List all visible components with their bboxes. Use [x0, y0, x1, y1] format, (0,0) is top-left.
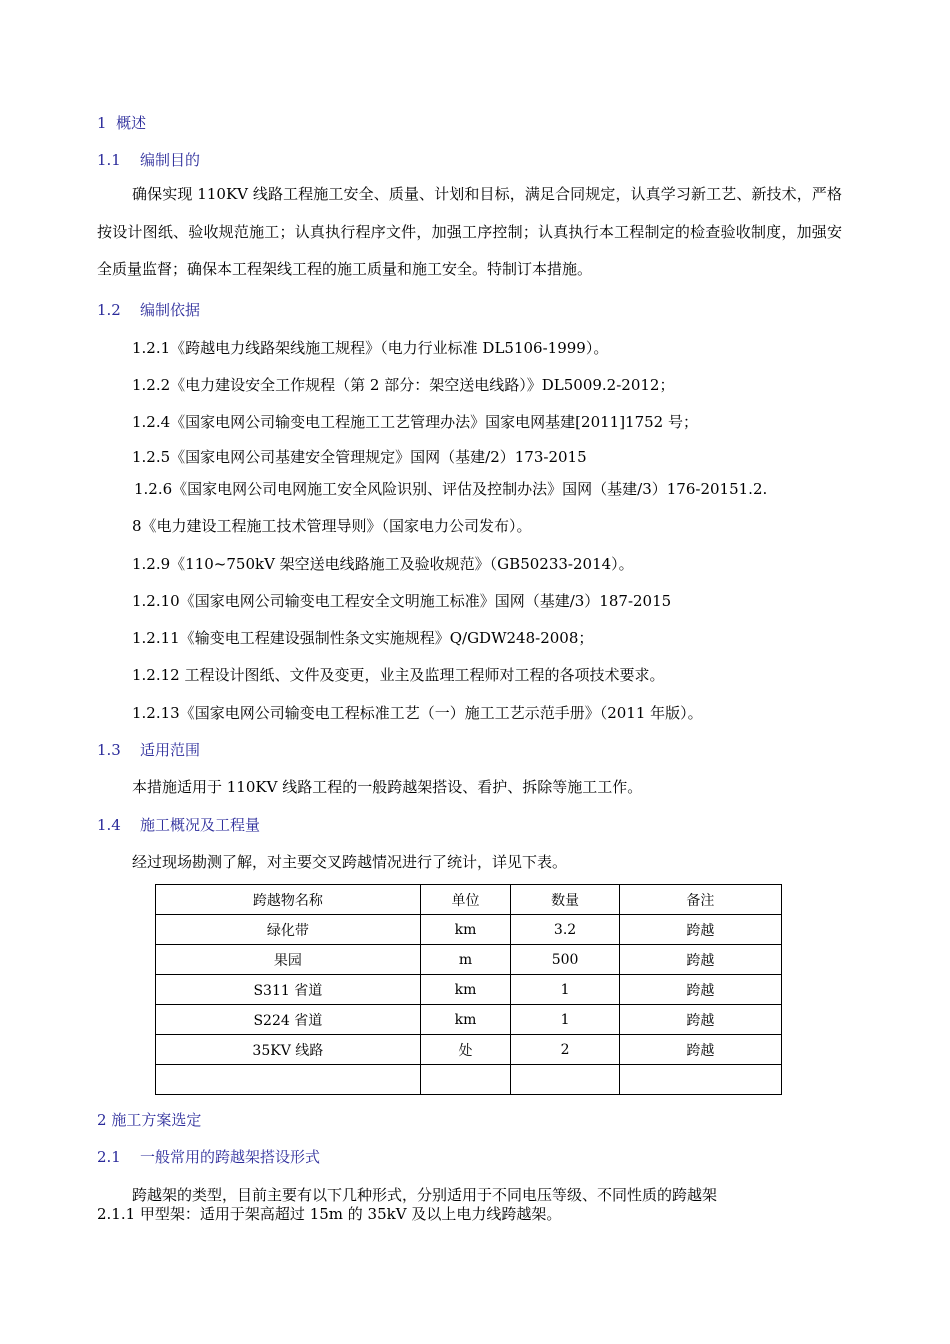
table-header-cell: 单位 [420, 885, 511, 915]
basis-item: 1.2.1《跨越电力线路架线施工规程》（电力行业标准 DL5106-1999）。 [132, 339, 609, 357]
table-row [156, 1035, 782, 1065]
table-cell [511, 1065, 620, 1095]
basis-item: 1.2.5《国家电网公司基建安全管理规定》国网（基建/2）173-2015 [132, 448, 587, 466]
heading-2 [97, 1109, 201, 1130]
heading-number: 2.1 [97, 1148, 121, 1166]
table-cell: km [420, 915, 511, 945]
table-cell: S224 省道 [156, 1005, 421, 1035]
table-header-cell: 备注 [619, 885, 781, 915]
heading-number: 1 [97, 114, 107, 132]
heading-1-3 [97, 739, 200, 760]
table-cell: 跨越 [619, 975, 781, 1005]
frame-types-paragraph: 跨越架的类型，目前主要有以下几种形式，分别适用于不同电压等级、不同性质的跨越架 [132, 1186, 718, 1204]
purpose-paragraph: 确保实现 110KV 线路工程施工安全、质量、计划和目标，满足合同规定，认真学习新工艺、新技术，严格按设计图纸、验收规范施工；认真执行程序文件，加强工序控制；认真执行本工程制定的检查验收制度，加强安全质量监督；确保本工程架线工程的施工质量和施工安全。特制订本措施。 [97, 185, 842, 278]
table-row [156, 1065, 782, 1095]
table-cell: 跨越 [619, 945, 781, 975]
heading-1-4 [97, 814, 260, 835]
table-header-cell: 跨越物名称 [156, 885, 421, 915]
table-cell: m [420, 945, 511, 975]
table-cell: 3.2 [511, 915, 620, 945]
heading-number: 1.1 [97, 151, 121, 169]
basis-item: 1.2.9《110~750kV 架空送电线路施工及验收规范》（GB50233-2014）。 [132, 555, 634, 573]
heading-1-2 [97, 299, 200, 320]
table-cell: 跨越 [619, 915, 781, 945]
table-cell [619, 1065, 781, 1095]
table-cell: 500 [511, 945, 620, 975]
basis-item: 1.2.6《国家电网公司电网施工安全风险识别、评估及控制办法》国网（基建/3）176-20151.2. [134, 480, 768, 498]
heading-number: 1.4 [97, 816, 121, 834]
table-cell: km [420, 975, 511, 1005]
table-cell [156, 1065, 421, 1095]
basis-item: 1.2.11《输变电工程建设强制性条文实施规程》Q/GDW248-2008； [132, 629, 594, 647]
basis-item: 1.2.12 工程设计图纸、文件及变更，业主及监理工程师对工程的各项技术要求。 [132, 666, 665, 684]
heading-number: 2 [97, 1111, 107, 1129]
heading-2-1 [97, 1146, 320, 1167]
table-header-cell: 数量 [511, 885, 620, 915]
heading-title: 一般常用的跨越架搭设形式 [139, 1148, 320, 1166]
table-cell [420, 1065, 511, 1095]
heading-number: 1.2 [97, 301, 121, 319]
table-cell: S311 省道 [156, 975, 421, 1005]
table-cell: km [420, 1005, 511, 1035]
table-cell: 处 [420, 1035, 511, 1065]
scope-paragraph: 本措施适用于 110KV 线路工程的一般跨越架搭设、看护、拆除等施工工作。 [132, 778, 643, 796]
table-row [156, 915, 782, 945]
heading-title: 适用范围 [139, 741, 200, 759]
table-cell: 果园 [156, 945, 421, 975]
basis-item: 1.2.2《电力建设安全工作规程（第 2 部分：架空送电线路）》DL5009.2-2012； [132, 376, 675, 394]
heading-1 [97, 112, 146, 133]
table-row [156, 975, 782, 1005]
heading-title: 施工方案选定 [111, 1111, 202, 1129]
heading-title: 施工概况及工程量 [139, 816, 260, 834]
table-cell: 1 [511, 1005, 620, 1035]
basis-item: 1.2.13《国家电网公司输变电工程标准工艺（一）施工工艺示范手册》（2011 年版）。 [132, 704, 703, 722]
heading-title: 概述 [116, 114, 147, 132]
basis-item: 8《电力建设工程施工技术管理导则》（国家电力公司发布）。 [132, 517, 532, 535]
table-cell: 跨越 [619, 1035, 781, 1065]
heading-number: 1.3 [97, 741, 121, 759]
basis-item: 1.2.4《国家电网公司输变电工程施工工艺管理办法》国家电网基建[2011]1752 号； [132, 413, 698, 431]
table-cell: 跨越 [619, 1005, 781, 1035]
table-row [156, 1005, 782, 1035]
basis-item: 1.2.10《国家电网公司输变电工程安全文明施工标准》国网（基建/3）187-2015 [132, 592, 672, 610]
frame-type-a-paragraph: 2.1.1 甲型架：适用于架高超过 15m 的 35kV 及以上电力线跨越架。 [97, 1205, 562, 1223]
table-cell: 1 [511, 975, 620, 1005]
table-cell: 35KV 线路 [156, 1035, 421, 1065]
crossing-table [155, 884, 782, 1095]
table-row [156, 945, 782, 975]
heading-title: 编制目的 [139, 151, 200, 169]
heading-title: 编制依据 [139, 301, 200, 319]
survey-paragraph: 经过现场勘测了解，对主要交叉跨越情况进行了统计，详见下表。 [132, 853, 568, 871]
table-cell: 绿化带 [156, 915, 421, 945]
heading-1-1 [97, 149, 200, 170]
table-cell: 2 [511, 1035, 620, 1065]
table-header-row [156, 885, 782, 915]
